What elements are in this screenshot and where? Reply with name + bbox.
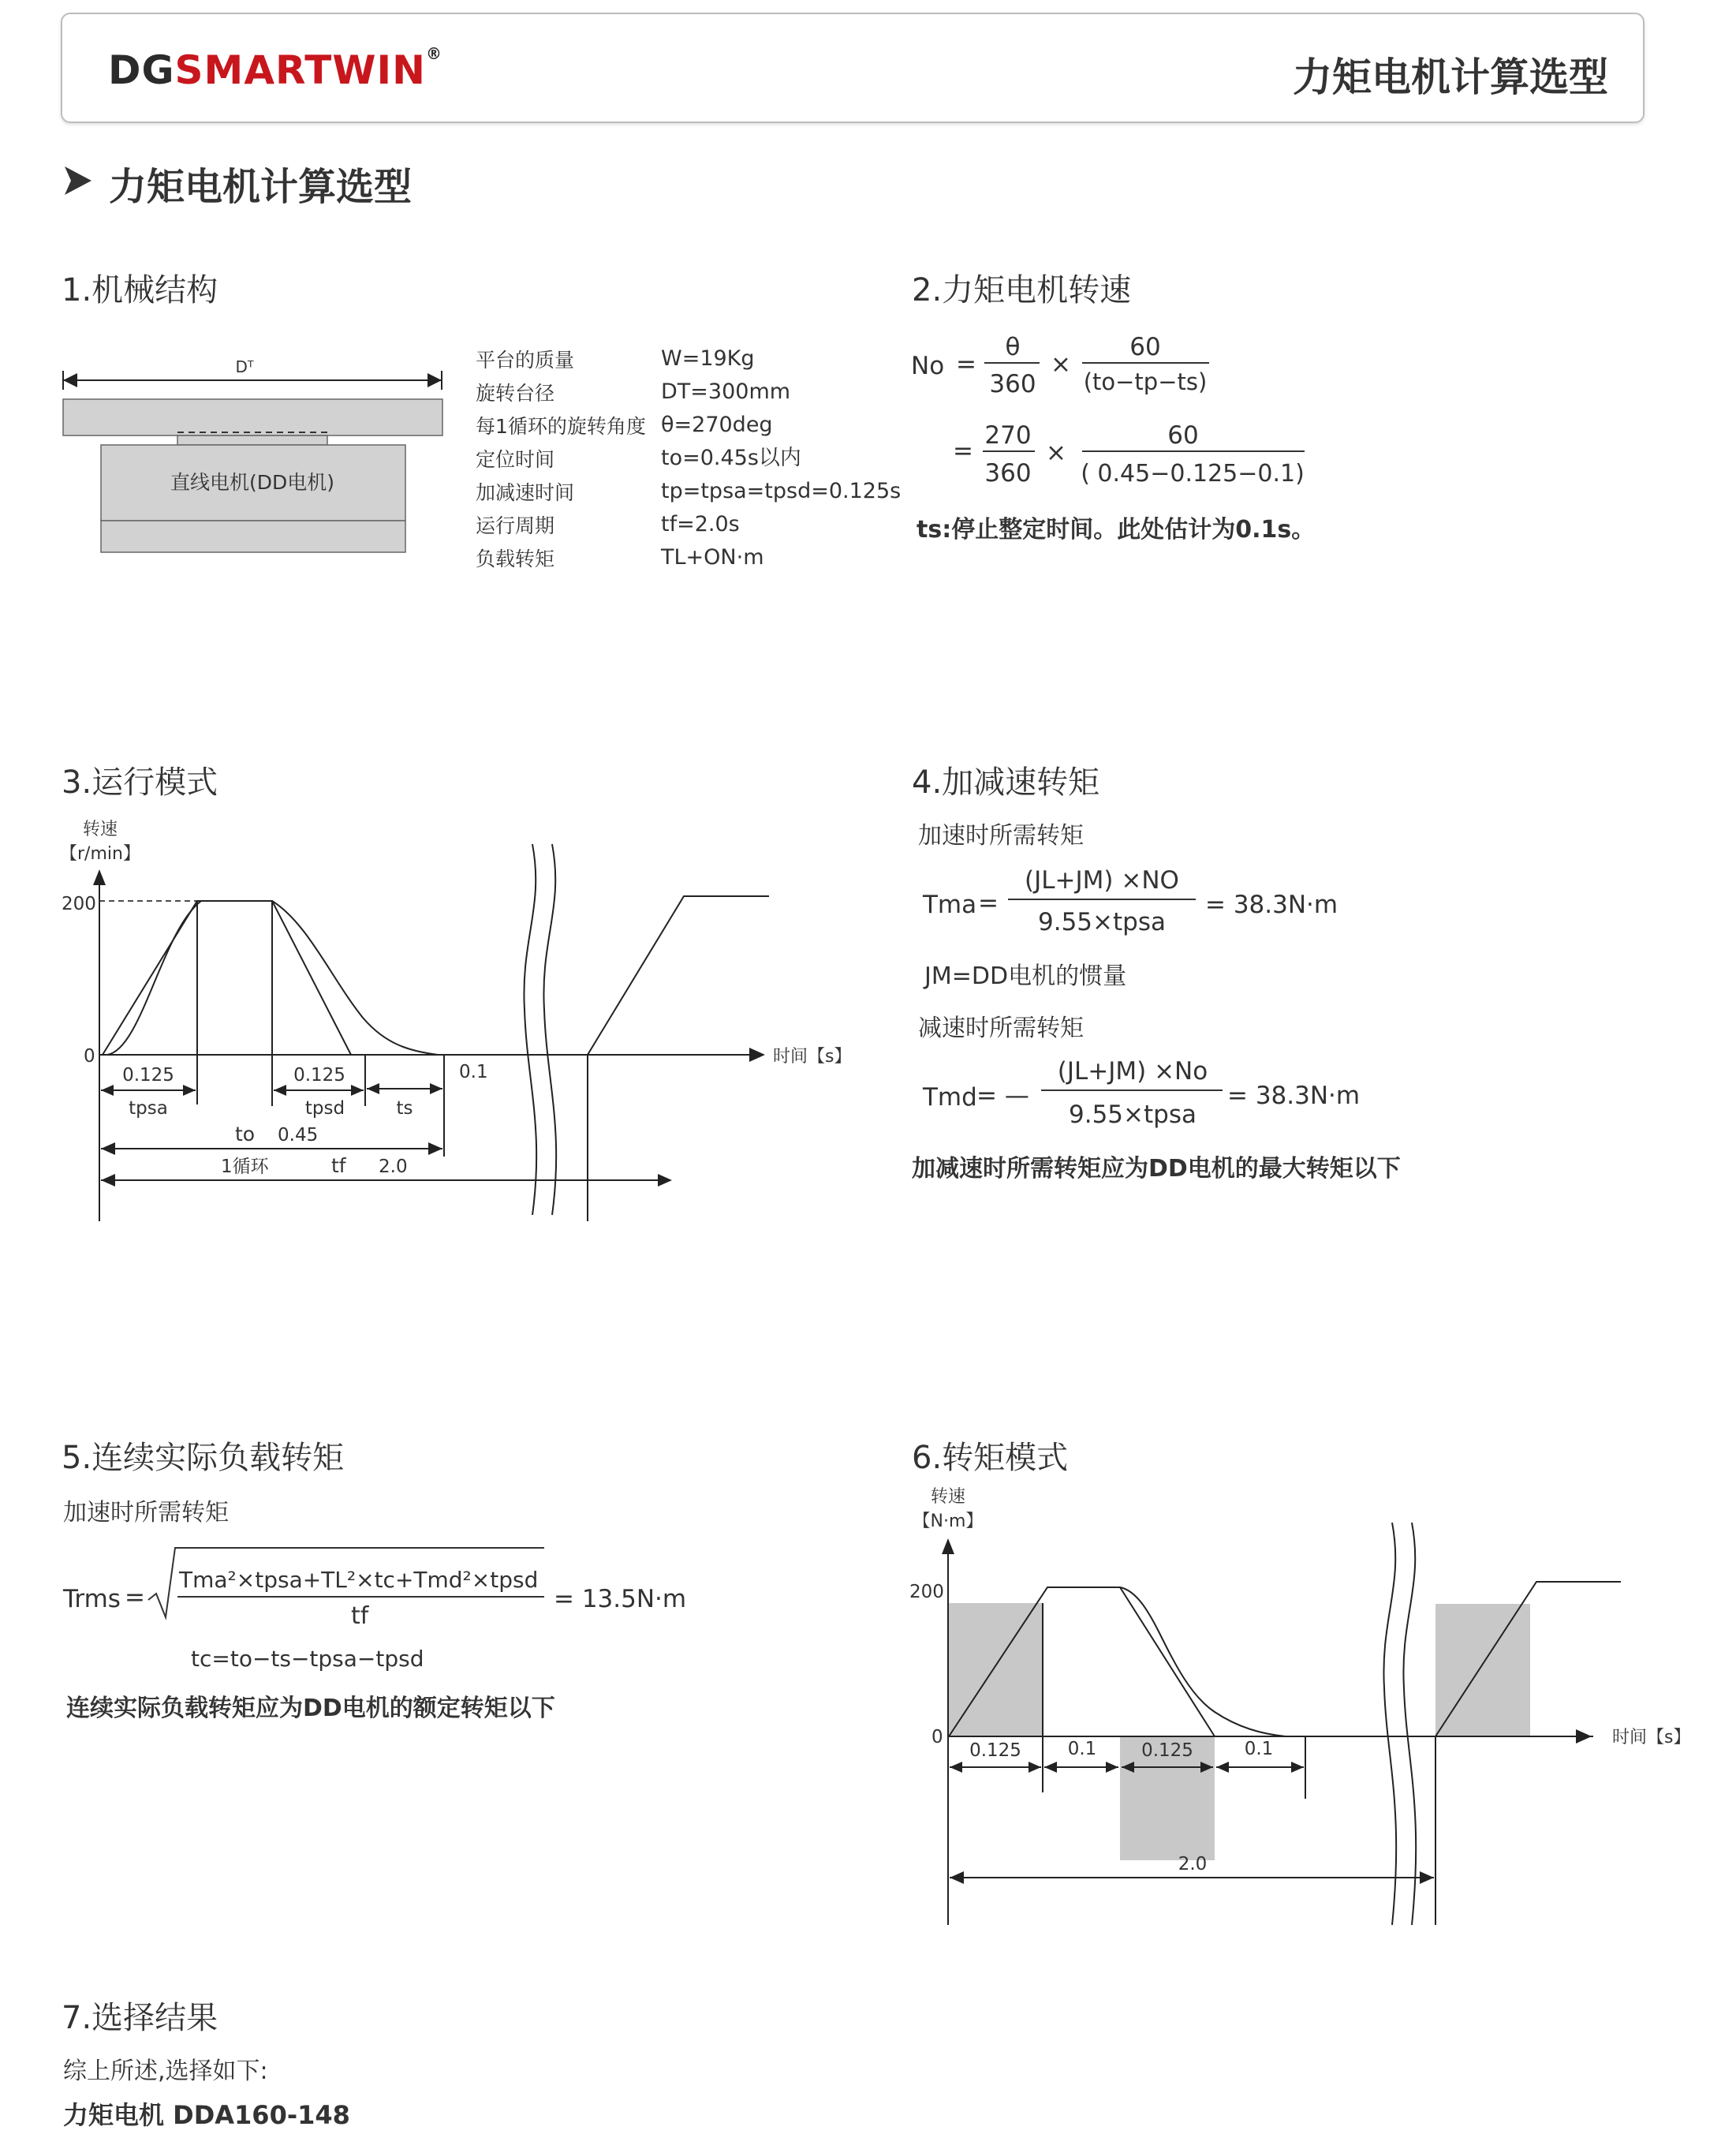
- y-axis-unit: 【N·m】: [913, 1512, 984, 1531]
- axis-break-mark: [1383, 1523, 1396, 1925]
- section6-title: 6.转矩模式: [912, 1440, 1069, 1476]
- frac3-den: 360: [984, 459, 1032, 488]
- brand-logo[interactable]: [108, 44, 442, 93]
- section5-label: 加速时所需转矩: [63, 1499, 229, 1527]
- tf-label: tf: [331, 1154, 346, 1177]
- ts-label: ts: [396, 1098, 413, 1119]
- y-tick-0: 0: [931, 1727, 943, 1747]
- y-axis-label: 转速: [82, 820, 118, 839]
- frac1-den: 360: [989, 370, 1036, 398]
- section2-title: 2.力矩电机转速: [912, 272, 1132, 308]
- torque-mode-chart: [875, 1483, 1736, 1941]
- y-tick-200: 200: [62, 894, 96, 914]
- trms-result: = 13.5N·m: [554, 1585, 687, 1613]
- equals-sign: =: [953, 437, 973, 465]
- speed-profile-line: [103, 901, 351, 1055]
- section4-title: 4.加减速转矩: [912, 764, 1100, 801]
- no-symbol: No: [911, 352, 945, 380]
- seg1-value: 0.125: [969, 1740, 1021, 1761]
- section5-conclusion: 连续实际负载转矩应为DD电机的额定转矩以下: [66, 1695, 555, 1722]
- accel-torque-label: 加速时所需转矩: [918, 822, 1084, 850]
- total-value: 2.0: [1178, 1854, 1208, 1874]
- tpsd-value: 0.125: [293, 1065, 345, 1086]
- logo-text-smartwin: SMARTWIN: [174, 47, 426, 93]
- seg4-value: 0.1: [1244, 1739, 1274, 1759]
- ts-note: ts:停止整定时间。此处估计为0.1s。: [917, 516, 1316, 544]
- tpsd-label: tpsd: [304, 1098, 345, 1119]
- spec-value: to=0.45s以内: [661, 446, 801, 470]
- spec-label: 定位时间: [476, 448, 555, 471]
- x-axis-label: 时间【s】: [1612, 1728, 1691, 1747]
- spec-label: 加减速时间: [476, 481, 575, 504]
- dt-label: Dᵀ: [235, 357, 254, 376]
- result-intro: 综上所述,选择如下:: [63, 2057, 268, 2085]
- next-accel-area: [1435, 1604, 1530, 1736]
- equals-sign: =: [125, 1583, 145, 1612]
- tpsa-label: tpsa: [129, 1098, 168, 1119]
- operation-mode-chart: [0, 813, 868, 1254]
- motor-label: 直线电机(DD电机): [170, 471, 335, 494]
- tc-definition: tc=to−ts−tpsa−tpsd: [191, 1646, 424, 1672]
- tma-formula: [915, 860, 1388, 951]
- tma-result: = 38.3N·m: [1205, 891, 1338, 919]
- page-title: 力矩电机计算选型: [109, 165, 413, 209]
- spec-value: tf=2.0s: [661, 512, 740, 536]
- equals-sign: =: [956, 350, 976, 379]
- spec-label: 旋转台径: [476, 382, 555, 405]
- spec-values: [661, 342, 901, 574]
- tma-symbol: Tma: [923, 891, 977, 919]
- y-tick-200: 200: [909, 1582, 944, 1602]
- frac2-den: (to−tp−ts): [1083, 368, 1208, 395]
- trms-formula: [55, 1538, 765, 1680]
- trms-symbol: Trms: [63, 1585, 121, 1613]
- frac4-num: 60: [1167, 421, 1199, 450]
- rotary-table: [63, 399, 442, 435]
- y-axis-label: 转速: [930, 1487, 966, 1507]
- accel-conclusion: 加减速时所需转矩应为DD电机的最大转矩以下: [912, 1155, 1401, 1183]
- tmd-symbol: Tmd: [923, 1083, 977, 1112]
- seg3-value: 0.125: [1141, 1740, 1193, 1761]
- times-sign: ×: [1051, 350, 1071, 379]
- equals-sign: =: [978, 889, 999, 918]
- registered-mark: ®: [425, 44, 442, 63]
- x-axis-label: 时间【s】: [773, 1047, 852, 1067]
- result-model: 力矩电机 DDA160-148: [63, 2100, 350, 2130]
- times-sign: ×: [1046, 439, 1066, 467]
- y-axis-unit: 【r/min】: [60, 844, 140, 864]
- trms-numerator: Tma²×tpsa+TL²×tc+Tmd²×tpsd: [179, 1567, 539, 1593]
- page-header: [61, 13, 1645, 123]
- to-value: 0.45: [278, 1125, 319, 1146]
- ts-value: 0.1: [459, 1062, 488, 1082]
- axis-break-mark: [524, 844, 536, 1215]
- spec-label: 运行周期: [476, 514, 555, 537]
- spec-labels: [476, 344, 646, 576]
- spec-label: 每1循环的旋转角度: [476, 415, 646, 438]
- tpsa-value: 0.125: [122, 1065, 174, 1086]
- section7-title: 7.选择结果: [62, 2000, 218, 2036]
- tmd-result: = 38.3N·m: [1227, 1082, 1361, 1110]
- decel-torque-label: 减速时所需转矩: [918, 1015, 1084, 1042]
- logo-text-dg: DG: [108, 47, 175, 93]
- cycle-label: 1循环: [221, 1157, 269, 1177]
- trms-denominator: tf: [351, 1602, 369, 1630]
- equals-dash: = —: [976, 1082, 1029, 1110]
- spec-value: W=19Kg: [661, 346, 755, 371]
- spec-value: θ=270deg: [661, 413, 773, 437]
- tf-value: 2.0: [379, 1157, 408, 1177]
- tma-numerator: (JL+JM) ×NO: [1025, 866, 1179, 895]
- mechanical-structure-diagram: [55, 347, 457, 560]
- arrow-right-icon: [65, 166, 91, 195]
- spec-value: tp=tpsa=tpsd=0.125s: [661, 479, 902, 503]
- y-tick-0: 0: [84, 1046, 95, 1067]
- spec-label: 负载转矩: [476, 548, 555, 570]
- frac1-num: θ: [1005, 333, 1021, 361]
- tmd-formula: [915, 1052, 1388, 1143]
- tmd-denominator: 9.55×tpsa: [1069, 1101, 1197, 1129]
- tma-denominator: 9.55×tpsa: [1038, 908, 1166, 936]
- section5-title: 5.连续实际负载转矩: [62, 1440, 345, 1476]
- tmd-numerator: (JL+JM) ×No: [1057, 1057, 1208, 1086]
- motor-base: [101, 521, 405, 552]
- section3-title: 3.运行模式: [62, 764, 218, 801]
- frac3-num: 270: [984, 421, 1032, 450]
- frac4-den: ( 0.45−0.125−0.1): [1081, 460, 1305, 488]
- seg2-value: 0.1: [1067, 1739, 1097, 1759]
- spec-label: 平台的质量: [476, 349, 575, 372]
- table-hub: [177, 435, 327, 445]
- header-title: 力矩电机计算选型: [1293, 54, 1608, 100]
- frac2-num: 60: [1129, 333, 1161, 361]
- spec-value: TL+ON·m: [661, 545, 764, 570]
- section1-title: 1.机械结构: [62, 272, 218, 308]
- jm-note: JM=DD电机的惯量: [924, 962, 1127, 990]
- spec-value: DT=300mm: [661, 379, 791, 404]
- to-label: to: [235, 1123, 256, 1146]
